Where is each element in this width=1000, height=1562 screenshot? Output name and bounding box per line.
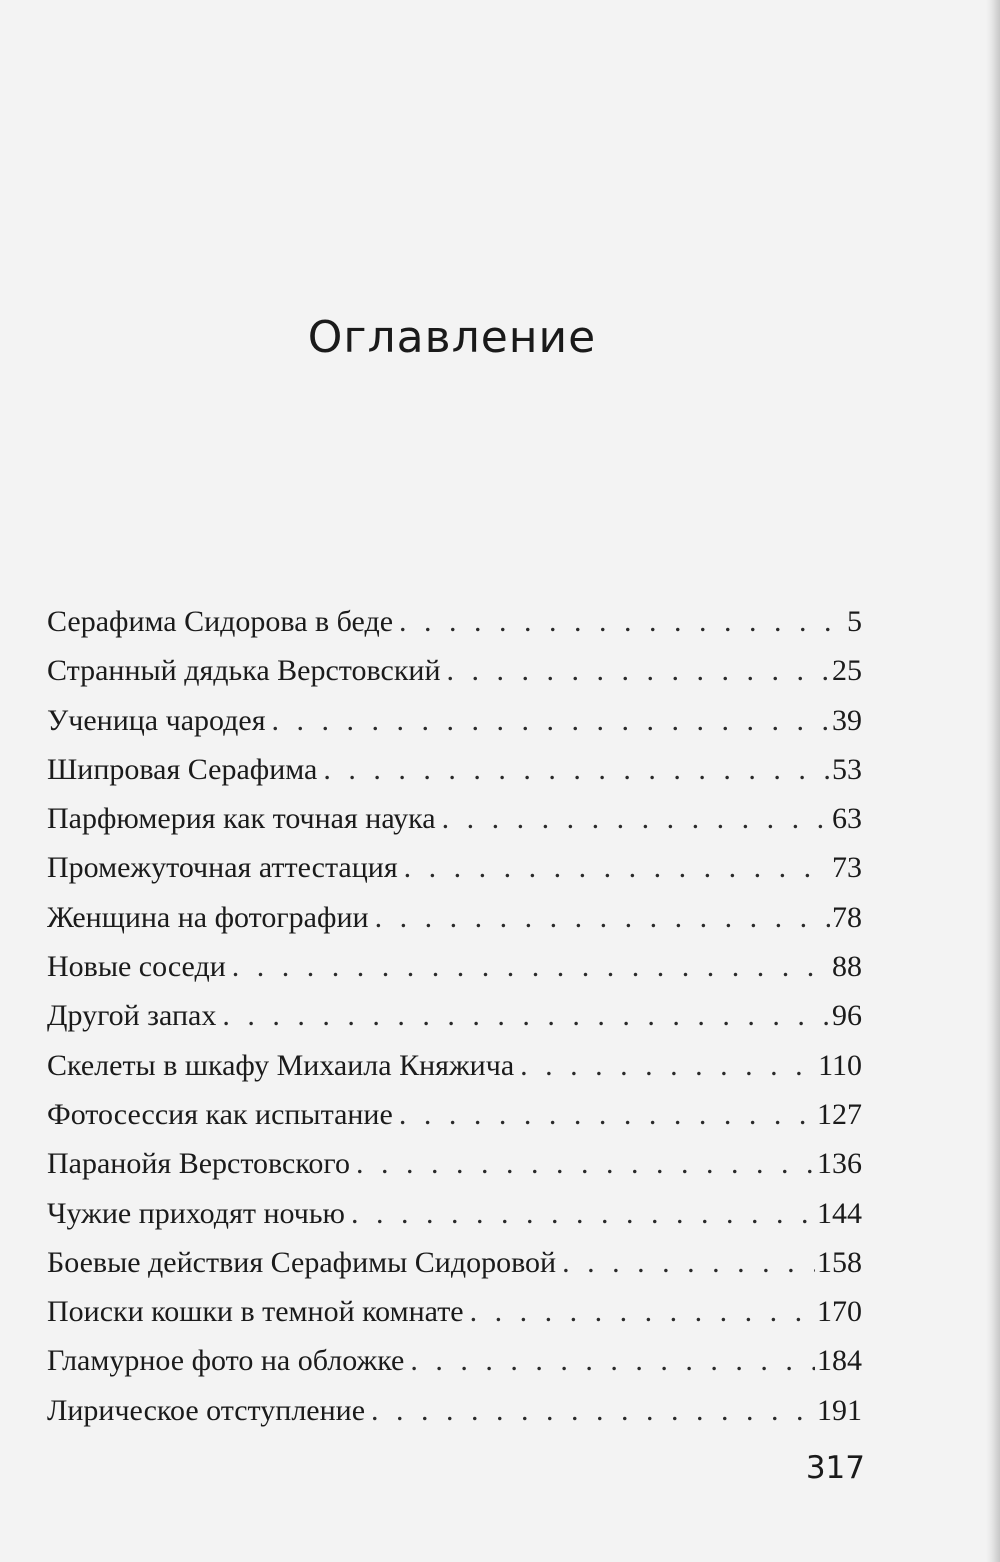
dot-leader [399, 1090, 815, 1139]
toc-entry-page: 73 [832, 851, 862, 885]
toc-entry[interactable] [47, 991, 862, 1040]
toc-entry-title: Чужие приходят ночью [47, 1196, 345, 1230]
toc-entry[interactable] [47, 646, 862, 695]
toc-entry-page: 127 [817, 1097, 862, 1131]
toc-entry[interactable] [47, 1189, 862, 1238]
toc-entry-page: 25 [832, 654, 862, 688]
toc-entry-page: 53 [832, 752, 862, 786]
page-edge-shadow [986, 0, 1000, 1562]
toc-entry[interactable] [47, 1386, 862, 1435]
toc-entry-title: Боевые действия Серафимы Сидоровой [47, 1245, 557, 1279]
toc-entry-title: Гламурное фото на обложке [47, 1344, 405, 1378]
toc-entry-page: 184 [817, 1344, 862, 1378]
toc-entry-page: 110 [818, 1048, 862, 1082]
toc-entry-page: 39 [832, 703, 862, 737]
toc-entry-title: Промежуточная аттестация [47, 851, 398, 885]
toc-entry-title: Женщина на фотографии [47, 900, 369, 934]
toc-entry-title: Другой запах [47, 999, 217, 1033]
toc-entry[interactable] [47, 1041, 862, 1090]
toc-entry-page: 144 [817, 1196, 862, 1230]
dot-leader [399, 597, 845, 646]
dot-leader [410, 1336, 815, 1385]
toc-entry-page: 88 [832, 950, 862, 984]
dot-leader [375, 893, 830, 942]
toc-entry[interactable] [47, 745, 862, 794]
toc-entry-page: 170 [817, 1295, 862, 1329]
toc-entry-title: Скелеты в шкафу Михаила Княжича [47, 1048, 515, 1082]
toc-entry-page: 78 [832, 900, 862, 934]
table-of-contents [47, 597, 862, 1435]
toc-entry[interactable] [47, 942, 862, 991]
toc-entry[interactable] [47, 696, 862, 745]
toc-entry-page: 158 [817, 1245, 862, 1279]
toc-entry-title: Парфюмерия как точная наука [47, 802, 436, 836]
toc-entry[interactable] [47, 1090, 862, 1139]
toc-entry-page: 96 [832, 999, 862, 1033]
dot-leader [447, 646, 830, 695]
toc-entry[interactable] [47, 1238, 862, 1287]
page-title: Оглавление [307, 312, 597, 363]
toc-entry[interactable] [47, 1287, 862, 1336]
dot-leader [272, 696, 830, 745]
dot-leader [356, 1139, 815, 1188]
toc-entry-title: Поиски кошки в темной комнате [47, 1295, 464, 1329]
toc-entry-title: Паранойя Верстовского [47, 1147, 350, 1181]
dot-leader [323, 745, 830, 794]
dot-leader [222, 991, 830, 1040]
toc-entry-page: 5 [847, 605, 862, 638]
toc-entry[interactable] [47, 597, 862, 646]
toc-entry-title: Фотосессия как испытание [47, 1097, 393, 1131]
toc-entry[interactable] [47, 794, 862, 843]
toc-entry[interactable] [47, 1336, 862, 1385]
dot-leader [470, 1287, 815, 1336]
toc-entry-title: Странный дядька Верстовский [47, 654, 441, 688]
toc-entry-page: 191 [817, 1393, 862, 1427]
toc-entry-page: 63 [832, 802, 862, 836]
toc-entry-title: Серафима Сидорова в беде [47, 605, 394, 638]
toc-entry-page: 136 [817, 1147, 862, 1181]
toc-entry-title: Лирическое отступление [47, 1393, 366, 1427]
dot-leader [562, 1238, 815, 1287]
page-number: 317 [805, 1450, 865, 1486]
dot-leader [404, 843, 830, 892]
toc-entry[interactable] [47, 1139, 862, 1188]
dot-leader [371, 1386, 815, 1435]
toc-entry-title: Шипровая Серафима [47, 752, 318, 786]
toc-entry[interactable] [47, 893, 862, 942]
dot-leader [520, 1041, 816, 1090]
dot-leader [232, 942, 830, 991]
dot-leader [351, 1189, 815, 1238]
dot-leader [442, 794, 830, 843]
toc-entry-title: Новые соседи [47, 950, 226, 984]
toc-entry-title: Ученица чародея [47, 703, 266, 737]
toc-entry[interactable] [47, 843, 862, 892]
